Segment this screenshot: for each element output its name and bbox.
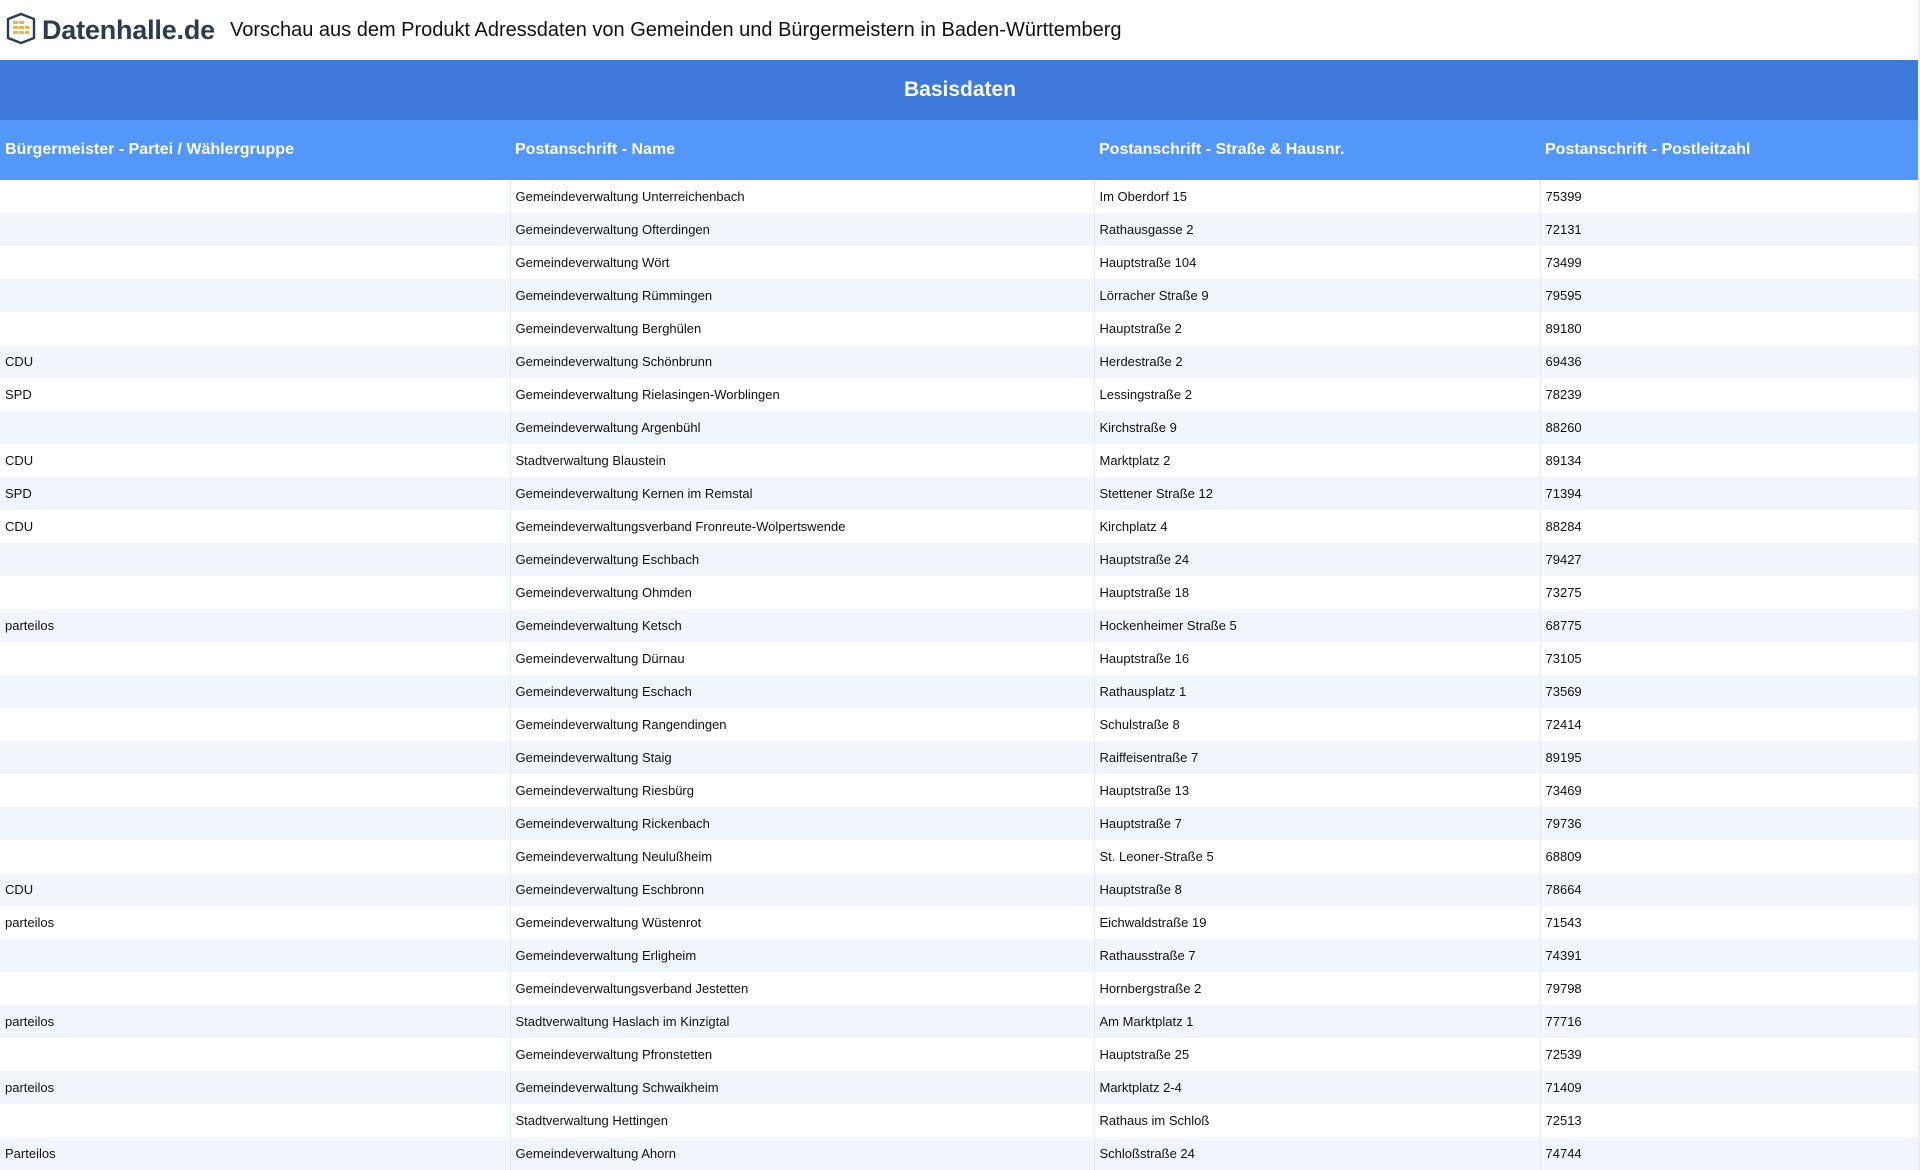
cell-party: CDU xyxy=(5,882,34,897)
cell-postcode: 71543 xyxy=(1540,906,1920,939)
cell-party xyxy=(0,312,510,345)
database-stack-icon xyxy=(4,11,38,50)
cell-postcode: 89180 xyxy=(1540,312,1920,345)
cell-street: Schulstraße 8 xyxy=(1094,708,1540,741)
table-row xyxy=(0,708,1920,741)
table-row xyxy=(0,1005,1920,1038)
cell-party xyxy=(0,1104,510,1137)
cell-party xyxy=(0,675,510,708)
cell-name: Stadtverwaltung Hettingen xyxy=(510,1104,1094,1137)
cell-street: Stettener Straße 12 xyxy=(1094,477,1540,510)
cell-postcode: 79736 xyxy=(1540,807,1920,840)
cell-street: Rathausstraße 7 xyxy=(1094,939,1540,972)
cell-name: Gemeindeverwaltung Ofterdingen xyxy=(510,213,1094,246)
cell-postcode: 73275 xyxy=(1540,576,1920,609)
cell-name: Gemeindeverwaltung Riesbürg xyxy=(510,774,1094,807)
table-row xyxy=(0,411,1920,444)
cell-postcode: 73469 xyxy=(1540,774,1920,807)
cell-party xyxy=(0,939,510,972)
table-row xyxy=(0,444,1920,477)
cell-name: Gemeindeverwaltung Dürnau xyxy=(510,642,1094,675)
cell-postcode: 89134 xyxy=(1540,444,1920,477)
cell-street: Hockenheimer Straße 5 xyxy=(1094,609,1540,642)
cell-street: Hauptstraße 16 xyxy=(1094,642,1540,675)
cell-street: Im Oberdorf 15 xyxy=(1094,180,1540,213)
table-row xyxy=(0,807,1920,840)
cell-name: Gemeindeverwaltung Kernen im Remstal xyxy=(510,477,1094,510)
cell-name: Gemeindeverwaltung Wüstenrot xyxy=(510,906,1094,939)
column-header-party[interactable]: Bürgermeister - Partei / Wählergruppe xyxy=(5,141,294,158)
cell-postcode: 69436 xyxy=(1540,345,1920,378)
cell-postcode: 72131 xyxy=(1540,213,1920,246)
cell-party xyxy=(0,543,510,576)
cell-postcode: 73569 xyxy=(1540,675,1920,708)
cell-party xyxy=(0,741,510,774)
cell-party xyxy=(0,246,510,279)
page-title: Vorschau aus dem Produkt Adressdaten von Gemeinden und Bürgermeistern in Baden-Württemberg xyxy=(229,18,1122,41)
cell-party xyxy=(0,180,510,213)
cell-name: Gemeindeverwaltung Ahorn xyxy=(510,1137,1094,1170)
table-row xyxy=(0,1071,1920,1104)
section-banner xyxy=(0,60,1920,120)
cell-name: Gemeindeverwaltung Schönbrunn xyxy=(510,345,1094,378)
cell-party: parteilos xyxy=(5,1014,55,1029)
table-row xyxy=(0,543,1920,576)
cell-name: Gemeindeverwaltung Rielasingen-Worblingen xyxy=(510,378,1094,411)
table-row xyxy=(0,609,1920,642)
cell-name: Gemeindeverwaltung Staig xyxy=(510,741,1094,774)
cell-party: parteilos xyxy=(5,915,55,930)
data-table xyxy=(0,120,1920,1170)
cell-street: Hauptstraße 18 xyxy=(1094,576,1540,609)
cell-party xyxy=(0,642,510,675)
cell-postcode: 88260 xyxy=(1540,411,1920,444)
cell-name: Gemeindeverwaltung Wört xyxy=(510,246,1094,279)
cell-postcode: 74391 xyxy=(1540,939,1920,972)
table-row xyxy=(0,477,1920,510)
table-row xyxy=(0,312,1920,345)
cell-name: Gemeindeverwaltung Rangendingen xyxy=(510,708,1094,741)
column-header-postcode[interactable]: Postanschrift - Postleitzahl xyxy=(1545,141,1751,158)
cell-street: Hauptstraße 7 xyxy=(1094,807,1540,840)
cell-name: Gemeindeverwaltung Erligheim xyxy=(510,939,1094,972)
cell-street: Herdestraße 2 xyxy=(1094,345,1540,378)
cell-street: Lörracher Straße 9 xyxy=(1094,279,1540,312)
top-bar xyxy=(0,0,1920,60)
cell-name: Gemeindeverwaltung Pfronstetten xyxy=(510,1038,1094,1071)
table-body xyxy=(0,180,1920,1170)
cell-party: parteilos xyxy=(5,1080,55,1095)
cell-street: Marktplatz 2-4 xyxy=(1094,1071,1540,1104)
cell-party xyxy=(0,708,510,741)
cell-party: SPD xyxy=(5,387,32,402)
logo-text: Datenhalle.de xyxy=(42,14,215,45)
cell-street: Marktplatz 2 xyxy=(1094,444,1540,477)
cell-party xyxy=(0,807,510,840)
cell-postcode: 79427 xyxy=(1540,543,1920,576)
table-row xyxy=(0,1137,1920,1170)
cell-postcode: 73499 xyxy=(1540,246,1920,279)
cell-party: CDU xyxy=(5,354,34,369)
table-row xyxy=(0,939,1920,972)
cell-party xyxy=(0,774,510,807)
cell-postcode: 78239 xyxy=(1540,378,1920,411)
cell-street: Hauptstraße 13 xyxy=(1094,774,1540,807)
table-row xyxy=(0,906,1920,939)
cell-party xyxy=(0,411,510,444)
cell-postcode: 88284 xyxy=(1540,510,1920,543)
cell-name: Stadtverwaltung Blaustein xyxy=(510,444,1094,477)
table-row xyxy=(0,774,1920,807)
column-header-street[interactable]: Postanschrift - Straße & Hausnr. xyxy=(1099,141,1345,158)
cell-party: SPD xyxy=(5,486,32,501)
cell-postcode: 71409 xyxy=(1540,1071,1920,1104)
cell-street: Lessingstraße 2 xyxy=(1094,378,1540,411)
cell-street: Kirchplatz 4 xyxy=(1094,510,1540,543)
cell-name: Gemeindeverwaltung Ketsch xyxy=(510,609,1094,642)
table-row xyxy=(0,279,1920,312)
cell-party xyxy=(0,840,510,873)
cell-postcode: 73105 xyxy=(1540,642,1920,675)
column-header-name[interactable]: Postanschrift - Name xyxy=(515,141,676,158)
table-row xyxy=(0,675,1920,708)
cell-postcode: 89195 xyxy=(1540,741,1920,774)
section-title: Basisdaten xyxy=(903,78,1017,101)
cell-postcode: 78664 xyxy=(1540,873,1920,906)
cell-street: Kirchstraße 9 xyxy=(1094,411,1540,444)
cell-street: Eichwaldstraße 19 xyxy=(1094,906,1540,939)
cell-postcode: 72414 xyxy=(1540,708,1920,741)
table-row xyxy=(0,1104,1920,1137)
cell-postcode: 72513 xyxy=(1540,1104,1920,1137)
cell-street: St. Leoner-Straße 5 xyxy=(1094,840,1540,873)
cell-postcode: 72539 xyxy=(1540,1038,1920,1071)
table-row xyxy=(0,741,1920,774)
cell-name: Gemeindeverwaltung Berghülen xyxy=(510,312,1094,345)
cell-postcode: 68809 xyxy=(1540,840,1920,873)
table-header-row xyxy=(0,120,1920,180)
table-row xyxy=(0,345,1920,378)
cell-street: Hauptstraße 8 xyxy=(1094,873,1540,906)
cell-name: Gemeindeverwaltungsverband Fronreute-Wolpertswende xyxy=(510,510,1094,543)
table-row xyxy=(0,642,1920,675)
cell-party: Parteilos xyxy=(5,1146,56,1161)
cell-party xyxy=(0,972,510,1005)
cell-postcode: 68775 xyxy=(1540,609,1920,642)
table-row xyxy=(0,378,1920,411)
cell-street: Hornbergstraße 2 xyxy=(1094,972,1540,1005)
cell-street: Rathausplatz 1 xyxy=(1094,675,1540,708)
cell-name: Gemeindeverwaltung Argenbühl xyxy=(510,411,1094,444)
cell-postcode: 79595 xyxy=(1540,279,1920,312)
cell-street: Hauptstraße 2 xyxy=(1094,312,1540,345)
cell-name: Gemeindeverwaltung Unterreichenbach xyxy=(510,180,1094,213)
cell-postcode: 75399 xyxy=(1540,180,1920,213)
table-row xyxy=(0,213,1920,246)
cell-street: Schloßstraße 24 xyxy=(1094,1137,1540,1170)
cell-name: Gemeindeverwaltung Eschbach xyxy=(510,543,1094,576)
cell-name: Gemeindeverwaltung Rickenbach xyxy=(510,807,1094,840)
cell-name: Gemeindeverwaltungsverband Jestetten xyxy=(510,972,1094,1005)
cell-street: Hauptstraße 104 xyxy=(1094,246,1540,279)
cell-postcode: 79798 xyxy=(1540,972,1920,1005)
cell-party xyxy=(0,279,510,312)
table-row xyxy=(0,840,1920,873)
cell-party: CDU xyxy=(5,453,34,468)
table-row xyxy=(0,1038,1920,1071)
cell-party: parteilos xyxy=(5,618,55,633)
table-row xyxy=(0,576,1920,609)
cell-party xyxy=(0,213,510,246)
cell-postcode: 77716 xyxy=(1540,1005,1920,1038)
cell-party: CDU xyxy=(5,519,34,534)
cell-name: Gemeindeverwaltung Schwaikheim xyxy=(510,1071,1094,1104)
table-row xyxy=(0,510,1920,543)
table-row xyxy=(0,873,1920,906)
cell-party xyxy=(0,1038,510,1071)
cell-street: Am Marktplatz 1 xyxy=(1094,1005,1540,1038)
cell-name: Gemeindeverwaltung Rümmingen xyxy=(510,279,1094,312)
cell-postcode: 71394 xyxy=(1540,477,1920,510)
cell-name: Gemeindeverwaltung Eschbronn xyxy=(510,873,1094,906)
cell-name: Gemeindeverwaltung Ohmden xyxy=(510,576,1094,609)
table-row xyxy=(0,180,1920,213)
cell-name: Gemeindeverwaltung Eschach xyxy=(510,675,1094,708)
cell-party xyxy=(0,576,510,609)
cell-street: Raiffeisentraße 7 xyxy=(1094,741,1540,774)
cell-street: Hauptstraße 25 xyxy=(1094,1038,1540,1071)
cell-street: Hauptstraße 24 xyxy=(1094,543,1540,576)
cell-street: Rathausgasse 2 xyxy=(1094,213,1540,246)
cell-postcode: 74744 xyxy=(1540,1137,1920,1170)
logo[interactable] xyxy=(4,11,215,50)
table-row xyxy=(0,972,1920,1005)
cell-street: Rathaus im Schloß xyxy=(1094,1104,1540,1137)
cell-name: Stadtverwaltung Haslach im Kinzigtal xyxy=(510,1005,1094,1038)
table-row xyxy=(0,246,1920,279)
cell-name: Gemeindeverwaltung Neulußheim xyxy=(510,840,1094,873)
